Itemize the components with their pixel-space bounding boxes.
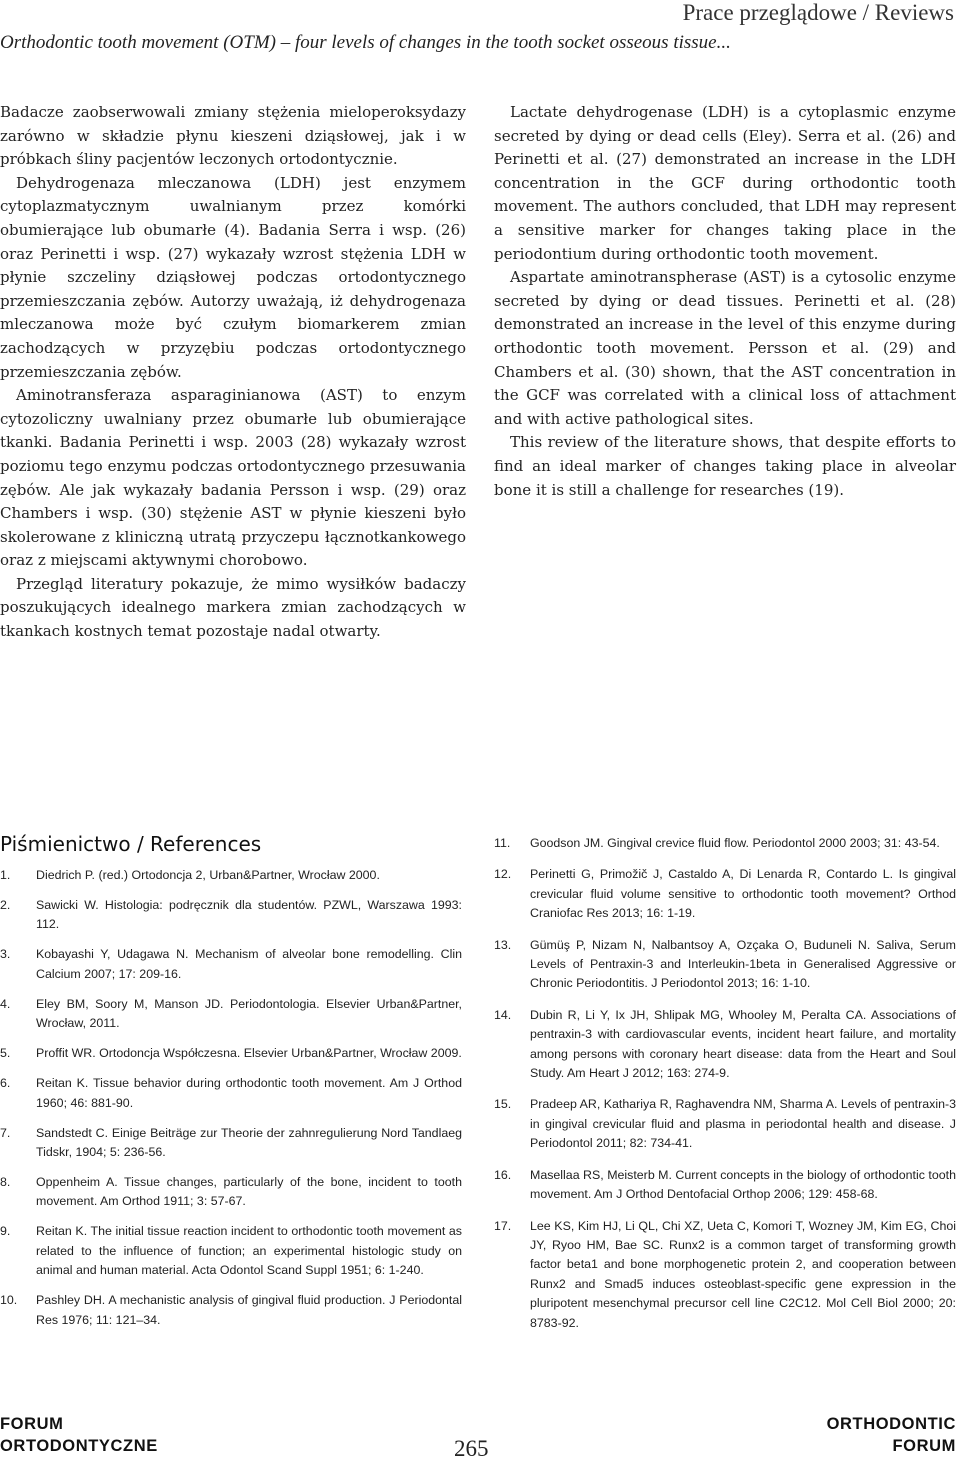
reference-number: 3.	[0, 947, 11, 962]
reference-number: 7.	[0, 1125, 11, 1140]
reference-item	[494, 1095, 956, 1153]
reference-item	[0, 1291, 462, 1330]
reference-text: Lee KS, Kim HJ, Li QL, Chi XZ, Ueta C, Komori T, Wozney JM, Kim EG, Choi JY, Ryoo HM, Bae SC. Runx2 is a common target of transforming growth factor beta1 and bone morphogenetic protein 2, and cooperation between Runx2 and Smad5 induces osteoblast-specific gene expression in the pluripotent mesenchymal precursor cell line C2C12. Mol Cell Biol 2000; 20: 8783-92.	[530, 1218, 956, 1330]
paragraph: This review of the literature shows, that despite efforts to find an ideal marker of changes taking place in alveolar bone it is still a challenge for researches (19).	[494, 433, 956, 499]
running-title: Orthodontic tooth movement (OTM) – four levels of changes in the tooth socket osseous tissue...	[0, 32, 731, 53]
journal-name-line: FORUM	[892, 1437, 956, 1455]
journal-name-line: ORTHODONTIC	[826, 1415, 956, 1433]
reference-text: Goodson JM. Gingival crevice fluid flow. Periodontol 2000 2003; 31: 43-54.	[530, 836, 940, 850]
reference-text: Sandstedt C. Einige Beiträge zur Theorie der zahnregulierung Nord Tandlaeg Tidskr, 1904; 5: 236-56.	[36, 1125, 462, 1160]
journal-name-english	[827, 1413, 956, 1457]
reference-item	[494, 865, 956, 923]
reference-number: 4.	[0, 996, 11, 1011]
reference-number: 13.	[494, 937, 512, 952]
reference-number: 9.	[0, 1224, 11, 1239]
reference-text: Diedrich P. (red.) Ortodoncja 2, Urban&Partner, Wrocław 2000.	[36, 868, 380, 882]
reference-number: 2.	[0, 898, 11, 912]
body-text-polish	[0, 101, 466, 644]
reference-text: Reitan K. Tissue behavior during orthodontic tooth movement. Am J Orthod 1960; 46: 881-90.	[36, 1076, 462, 1110]
references-heading: Piśmienictwo / References	[0, 832, 262, 856]
reference-text: Masellaa RS, Meisterb M. Current concepts in the biology of orthodontic tooth movement. Am J Orthod Dentofacial Orthop 2006; 129: 458-68.	[530, 1167, 956, 1202]
reference-number: 16.	[494, 1167, 512, 1182]
reference-text: Pradeep AR, Kathariya R, Raghavendra NM, Sharma A. Levels of pentraxin-3 in gingival crevicular fluid and plasma in periodontal health and disease. J Periodontol 2011; 82: 734-41.	[530, 1097, 956, 1151]
reference-number: 17.	[494, 1218, 512, 1233]
journal-name-polish	[0, 1413, 158, 1457]
reference-number: 5.	[0, 1046, 11, 1061]
reference-text: Gümüş P, Nizam N, Nalbantsoy A, Ozçaka O, Buduneli N. Saliva, Serum Levels of Pentraxin-3 and Interleukin-1beta in Generalised Aggressive or Chronic Periodontitis. J Periodontol 2013; 16: 1-10.	[530, 937, 956, 991]
reference-text: Sawicki W. Histologia: podręcznik dla studentów. PZWL, Warszawa 1993: 112.	[36, 898, 462, 932]
body-text-english	[494, 101, 956, 502]
reference-item	[0, 995, 462, 1034]
reference-item	[494, 1217, 956, 1333]
reference-item	[494, 834, 956, 853]
reference-number: 15.	[494, 1097, 512, 1112]
reference-number: 12.	[494, 867, 512, 882]
reference-item	[0, 945, 462, 984]
reference-text: Eley BM, Soory M, Manson JD. Periodontologia. Elsevier Urban&Partner, Wrocław, 2011.	[36, 996, 462, 1031]
reference-number: 14.	[494, 1007, 512, 1022]
reference-number: 6.	[0, 1076, 11, 1091]
section-label: Prace przeglądowe / Reviews	[682, 0, 954, 25]
reference-item	[494, 1166, 956, 1205]
reference-item	[0, 866, 462, 885]
reference-number: 11.	[494, 836, 511, 850]
paragraph: Aminotransferaza asparaginianowa (AST) to enzym cytozoliczny uwalniany przez obumarłe lub obumierające tkanki. Badania Perinetti i wsp. 2003 (28) wykazały wzrost poziomu tego enzymu podczas ortodontycznego przesuwania zębów. Ale jak wykazały badania Persson i wsp. (29) oraz Chambers i wsp. (30) stężenie AST w płynie kieszeni było skolerowane z kliniczną utratą przyczepu łącznotkankowego oraz z miejscami aktywnymi chorobowo.	[0, 386, 466, 570]
journal-name-line: ORTODONTYCZNE	[0, 1437, 158, 1455]
journal-name-line: FORUM	[0, 1415, 64, 1433]
reference-text: Reitan K. The initial tissue reaction incident to orthodontic tooth movement as related to the influence of function; an experimental histologic study on animal and human material. Acta Odontol Scand Suppl 1951; 6: 1-240.	[36, 1224, 462, 1278]
reference-text: Proffit WR. Ortodoncja Współczesna. Elsevier Urban&Partner, Wrocław 2009.	[36, 1046, 462, 1061]
paragraph: Badacze zaobserwowali zmiany stężenia mieloperoksydazy zarówno w składzie płynu kieszeni dziąsłowej, jak i w próbkach śliny pacjentów leczonych ortodontycznie.	[0, 103, 466, 169]
reference-text: Kobayashi Y, Udagawa N. Mechanism of alveolar bone remodelling. Clin Calcium 2007; 17: 209-16.	[36, 947, 462, 981]
paragraph: Dehydrogenaza mleczanowa (LDH) jest enzymem cytoplazmatycznym uwalnianym przez komórki obumierające lub obumarłe (4). Badania Serra i wsp. (26) oraz Perinetti i wsp. (27) wykazały wzrost stężenia LDH w płynie szczeliny dziąsłowej podczas ortodontycznego przemieszczania zębów. Autorzy uważają, iż dehydrogenaza mleczanowa może być czułym biomarkerem zmian zachodzących w przyzębiu podczas ortodontycznego przemieszczania zębów.	[0, 173, 466, 381]
reference-item	[494, 936, 956, 994]
reference-text: Dubin R, Li Y, Ix JH, Shlipak MG, Whooley M, Peralta CA. Associations of pentraxin-3 with cardiovascular events, incident heart failure, and mortality among persons with coronary heart disease: data from the Heart and Soul Study. Am Heart J 2012; 163: 274-9.	[530, 1007, 956, 1081]
references-list-right	[494, 834, 956, 1345]
reference-text: Oppenheim A. Tissue changes, particularly of the bone, incident to tooth movement. Am Orthod 1911; 3: 57-67.	[36, 1175, 462, 1209]
reference-item	[0, 1044, 462, 1063]
paragraph: Przegląd literatury pokazuje, że mimo wysiłków badaczy poszukujących idealnego markera zmian zachodzących w tkankach kostnych temat pozostaje nadal otwarty.	[0, 574, 466, 641]
paragraph: Aspartate aminotranspherase (AST) is a cytosolic enzyme secreted by dying or dead tissues. Perinetti et al. (28) demonstrated an increase in the level of this enzyme during orthodontic tooth movement. Persson et al. (29) and Chambers et al. (30) shown, that the AST concentration in the GCF was correlated with a clinical loss of attachment and with active pathological sites.	[494, 268, 956, 428]
reference-number: 10.	[0, 1293, 18, 1308]
reference-text: Pashley DH. A mechanistic analysis of gingival fluid production. J Periodontal Res 1976; 11: 121–34.	[36, 1293, 462, 1327]
reference-text: Perinetti G, Primožič J, Castaldo A, Di Lenarda R, Contardo L. Is gingival crevicular fluid volume sensitive to orthodontic tooth movement? Orthod Craniofac Res 2013; 16: 1-19.	[530, 867, 956, 921]
paragraph: Lactate dehydrogenase (LDH) is a cytoplasmic enzyme secreted by dying or dead cells (Eley). Serra et al. (26) and Perinetti et al. (27) demonstrated an increase in the LDH concentration in the GCF during orthodontic tooth movement. The authors concluded, that LDH may represent a sensitive marker for changes taking place in the periodontium during orthodontic tooth movement.	[494, 103, 956, 263]
reference-item	[0, 1222, 462, 1280]
page-number: 265	[454, 1436, 489, 1461]
references-list-left	[0, 866, 462, 1341]
reference-item	[494, 1006, 956, 1084]
reference-item	[0, 1124, 462, 1163]
reference-item	[0, 1074, 462, 1113]
reference-number: 1.	[0, 868, 11, 882]
reference-item	[0, 896, 462, 935]
reference-number: 8.	[0, 1175, 11, 1190]
reference-item	[0, 1173, 462, 1212]
